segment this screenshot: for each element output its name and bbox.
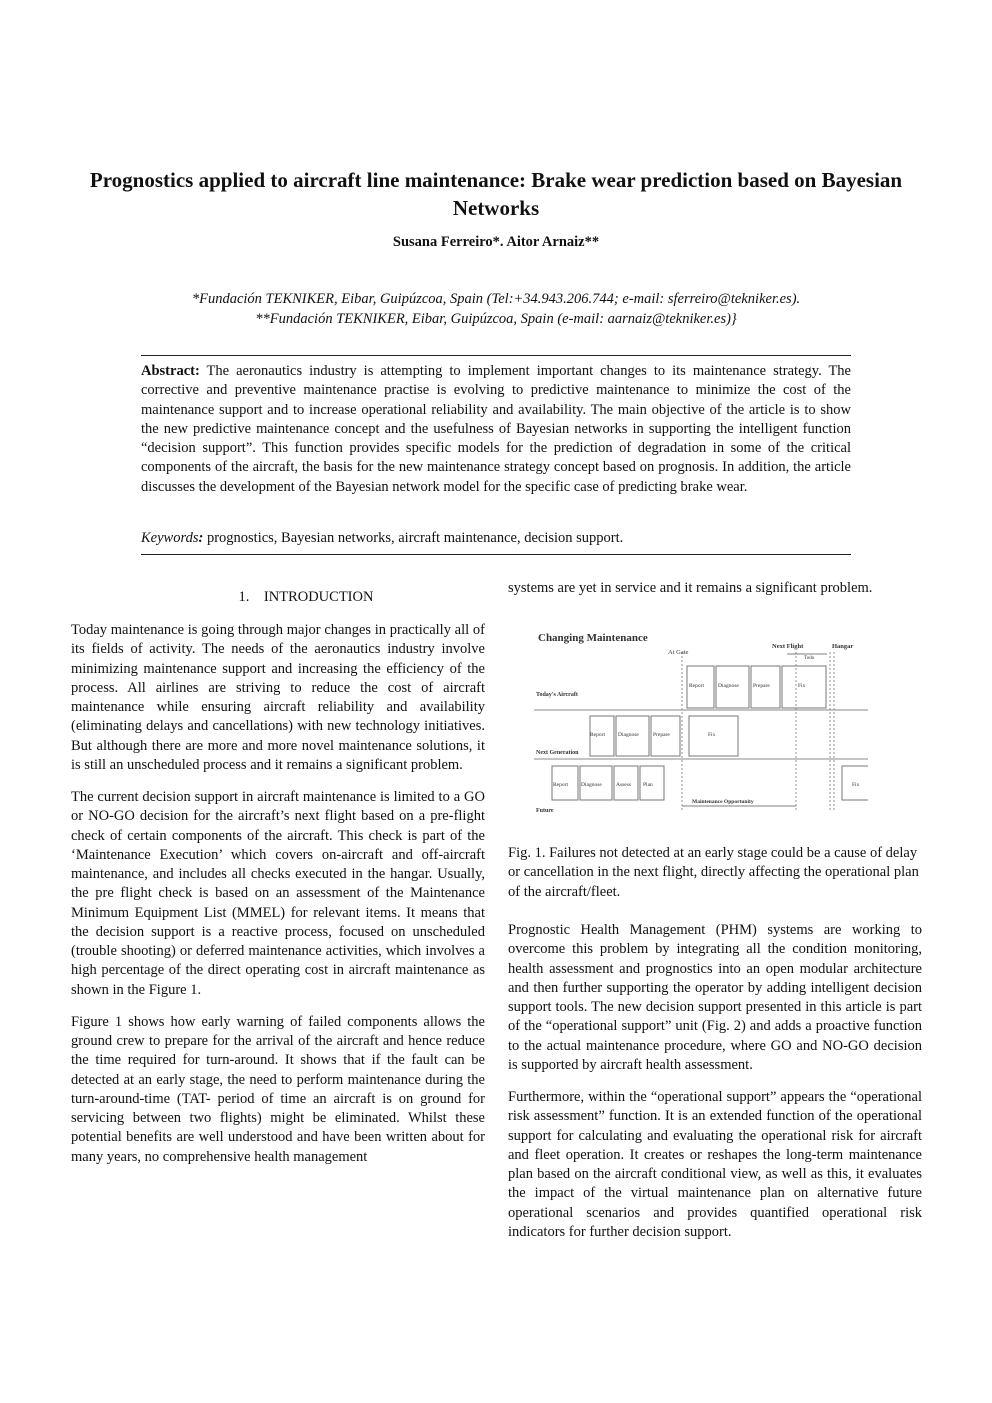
left-column bbox=[71, 621, 485, 1180]
abstract-top-rule bbox=[141, 355, 851, 356]
section-heading-introduction: 1. INTRODUCTION bbox=[238, 589, 374, 605]
box-label: Report bbox=[590, 732, 605, 738]
abstract-text: The aeronautics industry is attempting to implement important changes to its maintenance strategy. The corrective and preventive maintenance practise is evolving to predictive maintenance to minimize the cost of the maintenance support and to increase operational reliability and availability. The main objective of the article is to show the new predictive maintenance concept and the usefulness of Bayesian networks in supporting the intelligent function “decision support”. This function provides specific models for the prediction of degradation in some of the critical components of the aircraft, the basis for the new maintenance strategy concept based on prognosis. In addition, the article discusses the development of the Bayesian network model for the specific case of predicting brake wear. bbox=[141, 363, 851, 495]
box-label: Fix bbox=[708, 732, 716, 738]
affiliation-1: *Fundación TEKNIKER, Eibar, Guipúzcoa, Spain (Tel:+34.943.206.744; e-mail: sferreiro@tekniker.es). bbox=[191, 291, 801, 307]
figure-title: Changing Maintenance bbox=[538, 632, 648, 644]
right-column bbox=[508, 921, 922, 1255]
box-label: Fix bbox=[798, 683, 806, 689]
keywords-label: Keywords bbox=[141, 530, 199, 546]
paragraph: The current decision support in aircraft maintenance is limited to a GO or NO-GO decision for the aircraft’s next flight based on a pre-flight check of certain components of the aircraft. This check is part of the ‘Maintenance Execution’ which covers on-aircraft and off-aircraft maintenance, and includes all checks executed in the hangar. Usually, the pre flight check is based on an assessment of the Maintenance Minimum Equipment List (MMEL) for relevant items. It means that the decision support is a reactive process, focused on unscheduled (trouble shooting) or deferred maintenance activities, which involves a high percentage of the direct operating cost in aircraft maintenance as shown in the Figure 1. bbox=[71, 789, 485, 998]
box-label: Fix bbox=[852, 782, 860, 788]
abstract-bottom-rule bbox=[141, 554, 851, 555]
row-label-future: Future bbox=[536, 808, 554, 814]
box-label: Diagnose bbox=[581, 782, 602, 788]
label-at-gate: At Gate bbox=[668, 649, 689, 656]
box-label: Diagnose bbox=[718, 683, 739, 689]
box-label: Plan bbox=[643, 782, 653, 788]
figure-changing-maintenance bbox=[532, 626, 868, 816]
figure-caption: Fig. 1. Failures not detected at an early stage could be a cause of delay or cancellation in the next flight, directly affecting the operational plan of the aircraft/fleet. bbox=[508, 845, 919, 900]
row-label-next: Next Generation bbox=[536, 750, 579, 756]
right-column-top bbox=[508, 579, 922, 611]
box-label: Prepare bbox=[753, 683, 770, 689]
affiliations bbox=[100, 289, 892, 329]
keywords-colon: : bbox=[198, 530, 204, 546]
box-label: Assess bbox=[616, 782, 631, 788]
box-label: Report bbox=[689, 683, 704, 689]
paragraph: Today maintenance is going through major changes in practically all of its fields of activity. The needs of the aeronautics industry involve minimizing maintenance support and increasing the efficiency of the process. All airlines are striving to reduce the cost of aircraft maintenance while ensuring aircraft reliability and availability (eliminating delays and cancellations) with new technology initiatives. But although there are more and more novel maintenance solutions, it is still an unscheduled process and it remains a significant problem. bbox=[71, 622, 485, 773]
label-opportunity: Maintenance Opportunity bbox=[692, 799, 754, 805]
paper-authors: Susana Ferreiro*. Aitor Arnaiz** bbox=[392, 234, 600, 250]
row-label-today: Today's Aircraft bbox=[536, 692, 578, 698]
abstract bbox=[141, 362, 851, 497]
label-next-flight: Next Flight bbox=[772, 643, 804, 650]
box-label: Prepare bbox=[653, 732, 670, 738]
keywords-text: prognostics, Bayesian networks, aircraft maintenance, decision support. bbox=[203, 530, 624, 546]
label-todo: Todo bbox=[804, 656, 815, 661]
box-label: Report bbox=[553, 782, 568, 788]
label-hangar: Hangar bbox=[832, 643, 854, 650]
box-label: Diagnose bbox=[618, 732, 639, 738]
paragraph: Prognostic Health Management (PHM) systems are working to overcome this problem by integrating all the condition monitoring, health assessment and prognostics into an open modular architecture and then further supporting the operator by adding intelligent decision support tools. The new decision support presented in this article is part of the “operational support” unit (Fig. 2) and adds a proactive function to the actual maintenance procedure, where GO and NO-GO decision is supported by aircraft health assessment. bbox=[508, 922, 922, 1073]
affiliation-2: **Fundación TEKNIKER, Eibar, Guipúzcoa, Spain (e-mail: aarnaiz@tekniker.es)} bbox=[255, 311, 737, 327]
paper-title: Prognostics applied to aircraft line maintenance: Brake wear prediction based on Bayesian Networks bbox=[89, 168, 903, 220]
paragraph: Furthermore, within the “operational support” appears the “operational risk assessment” function. It is an extended function of the operational support for calculating and evaluating the operational risk for aircraft and fleet operation. It creates or reshapes the long-term maintenance plan based on the aircraft conditional view, as well as this, it evaluates the impact of the virtual maintenance plan on alternative future operational scenarios and provides quantified operational risk indicators for further decision support. bbox=[508, 1089, 922, 1240]
paragraph: systems are yet in service and it remains a significant problem. bbox=[508, 580, 873, 596]
abstract-label: Abstract: bbox=[141, 363, 200, 379]
keywords bbox=[141, 529, 851, 548]
paragraph: Figure 1 shows how early warning of failed components allows the ground crew to prepare for the arrival of the aircraft and hence reduce the time required for turn-around. It shows that if the fault can be detected at an early stage, the need to perform maintenance during the turn-around-time (TAT- period of time an aircraft is on ground for servicing between two flights) might be eliminated. Whilst these potential benefits are well understood and have been written about for many years, no comprehensive health management bbox=[71, 1013, 485, 1165]
